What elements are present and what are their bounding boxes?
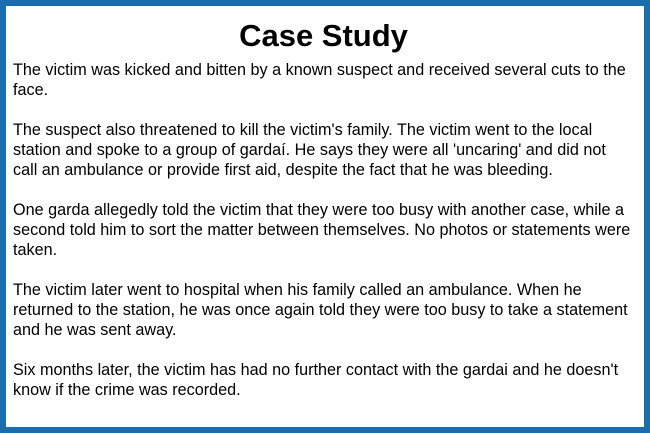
paragraph-4: The victim later went to hospital when his family called an ambulance. When he returned to the station, he was once again told they were too busy to take a statement and he was sent away.: [13, 281, 628, 339]
paragraph-5: Six months later, the victim has had no further contact with the gardai and he doesn't know if the crime was recorded.: [13, 361, 619, 399]
paragraph-1: The victim was kicked and bitten by a known suspect and received several cuts to the face.: [13, 61, 626, 99]
page-title: Case Study: [239, 18, 408, 53]
paragraph-3: One garda allegedly told the victim that they were too busy with another case, while a second told him to sort the matter between themselves. No photos or statements were taken.: [13, 201, 631, 259]
paragraph-2: The suspect also threatened to kill the victim's family. The victim went to the local station and spoke to a group of gardaí. He says they were all 'uncaring' and did not call an ambulance or provide first aid, despite the fact that he was bleeding.: [13, 121, 606, 179]
case-study-panel: [6, 6, 644, 427]
